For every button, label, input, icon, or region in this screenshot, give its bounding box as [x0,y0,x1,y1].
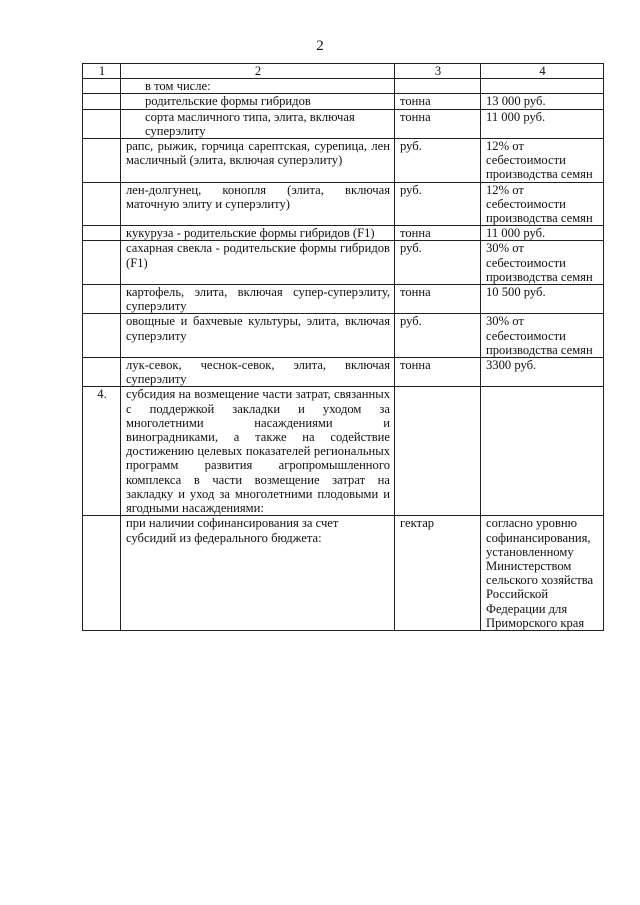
row-value-cell: 3300 руб. [481,358,604,387]
row-unit-cell: руб. [395,314,481,358]
row-number-cell [83,139,121,183]
row-value-cell: 11 000 руб. [481,109,604,138]
row-unit-cell: руб. [395,182,481,226]
page-number: 2 [316,38,324,54]
row-description-cell: овощные и бахчевые культуры, элита, включая суперэлиту [121,314,395,358]
table-row [83,358,604,387]
row-description-cell: рапс, рыжик, горчица сарептская, сурепица, лен масличный (элита, включая суперэлиту) [121,139,395,183]
table-row [83,94,604,109]
header-cell-4: 4 [481,64,604,79]
row-unit-cell: руб. [395,139,481,183]
row-value-cell: 30% от себестоимости производства семян [481,314,604,358]
row-description-cell: лук-севок, чеснок-севок, элита, включая суперэлиту [121,358,395,387]
row-value-cell [481,79,604,94]
row-value-cell: 13 000 руб. [481,94,604,109]
table-row [83,79,604,94]
row-description-cell: картофель, элита, включая супер-суперэлиту, суперэлиту [121,285,395,314]
row-value-cell: 30% от себестоимости производства семян [481,241,604,285]
row-number-cell [83,94,121,109]
row-number-cell [83,109,121,138]
row-unit-cell: руб. [395,241,481,285]
table-row [83,387,604,516]
table-header-row [83,64,604,79]
row-unit-cell: гектар [395,516,481,631]
row-unit-cell: тонна [395,285,481,314]
row-number-cell [83,314,121,358]
row-number-cell [83,358,121,387]
row-description-cell: в том числе: [121,79,395,94]
row-description-cell: сорта масличного типа, элита, включая суперэлиту [121,109,395,138]
table-row [83,139,604,183]
row-unit-cell: тонна [395,358,481,387]
row-number-cell [83,182,121,226]
row-value-cell: 12% от себестоимости производства семян [481,182,604,226]
row-number-cell: 4. [83,387,121,516]
header-cell-1: 1 [83,64,121,79]
header-cell-2: 2 [121,64,395,79]
row-number-cell [83,285,121,314]
row-description-cell: субсидия на возмещение части затрат, связанных с поддержкой закладки и уходом за многолетними насаждениями и виноградниками, а также на содействие достижению целевых показателей региональных программ развития агропромышленного комплекса в части возмещение затрат на закладку и уход за многолетними плодовыми и ягодными насаждениями: [121,387,395,516]
table-row [83,226,604,241]
row-unit-cell: тонна [395,109,481,138]
row-unit-cell [395,387,481,516]
row-value-cell: согласно уровню софинансирования, установленному Министерством сельского хозяйства Российской Федерации для Приморского края [481,516,604,631]
row-number-cell [83,516,121,631]
table-row [83,285,604,314]
row-number-cell [83,226,121,241]
row-description-cell: кукуруза - родительские формы гибридов (F1) [121,226,395,241]
table-row [83,241,604,285]
row-description-cell: лен-долгунец, конопля (элита, включая маточную элиту и суперэлиту) [121,182,395,226]
row-unit-cell: тонна [395,226,481,241]
row-value-cell: 10 500 руб. [481,285,604,314]
row-value-cell [481,387,604,516]
row-description-cell: сахарная свекла - родительские формы гибридов (F1) [121,241,395,285]
row-number-cell [83,79,121,94]
header-cell-3: 3 [395,64,481,79]
row-number-cell [83,241,121,285]
table-row [83,109,604,138]
subsidy-rates-table [82,63,604,631]
table-row [83,314,604,358]
row-value-cell: 12% от себестоимости производства семян [481,139,604,183]
table-row [83,516,604,631]
table-row [83,182,604,226]
row-description-cell: при наличии софинансирования за счет субсидий из федерального бюджета: [121,516,395,631]
row-description-cell: родительские формы гибридов [121,94,395,109]
row-unit-cell [395,79,481,94]
row-unit-cell: тонна [395,94,481,109]
row-value-cell: 11 000 руб. [481,226,604,241]
